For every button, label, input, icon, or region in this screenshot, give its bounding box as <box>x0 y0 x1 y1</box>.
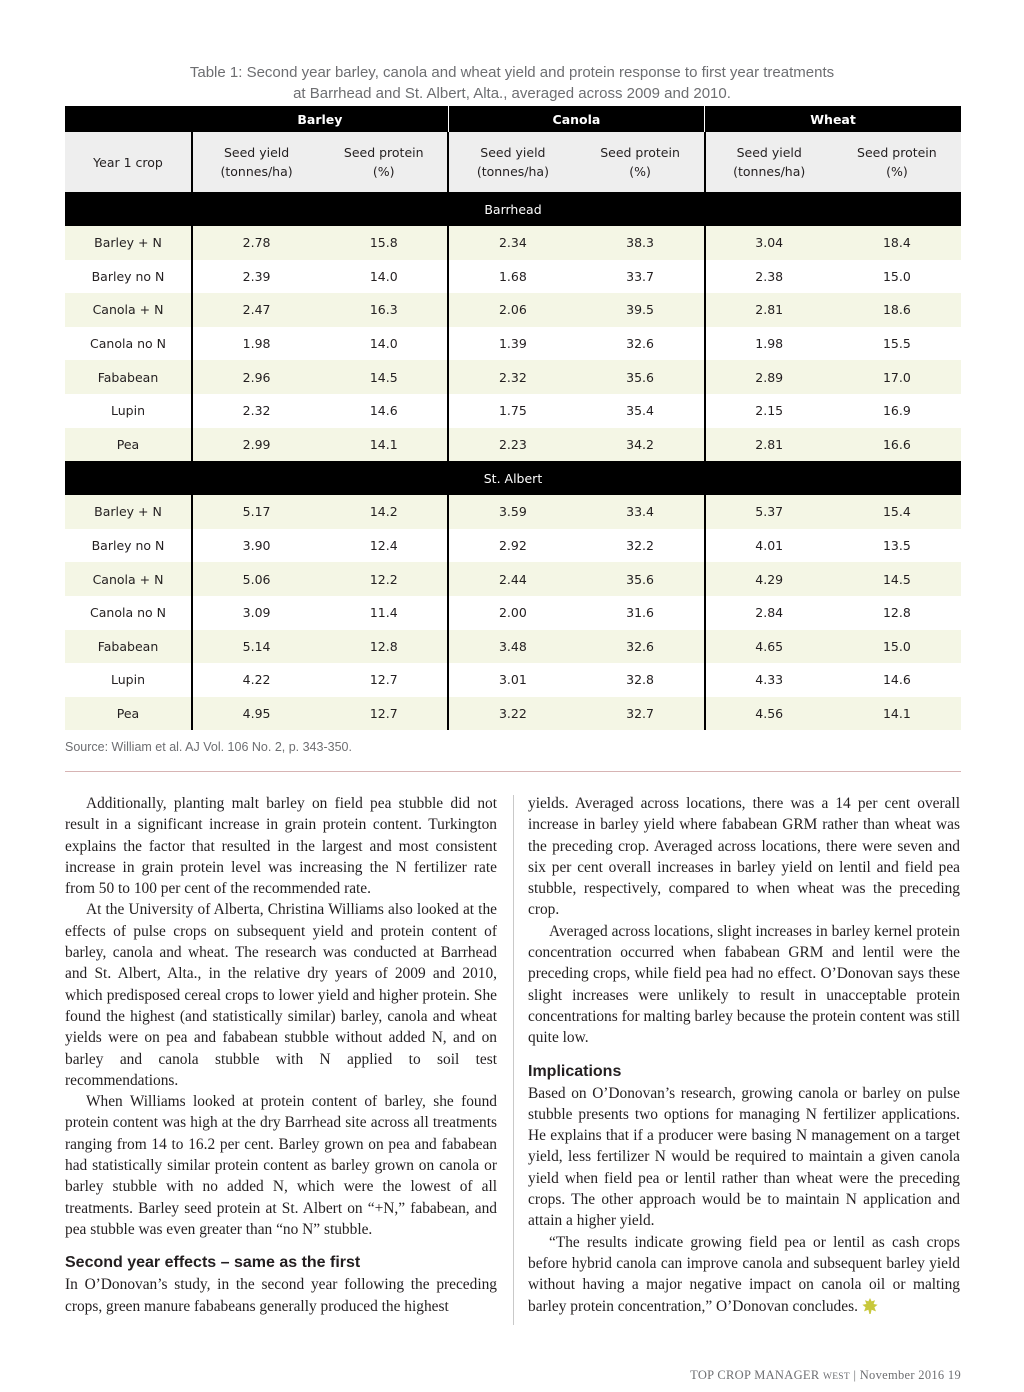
group-header-wheat: Wheat <box>705 106 961 132</box>
paragraph-text: Second year effects – same as the first <box>65 1254 361 1272</box>
value-cell: 3.04 <box>705 226 833 260</box>
table-source: Source: William et al. AJ Vol. 106 No. 2, p. 343-350. <box>65 740 352 754</box>
year1-crop-cell: Canola no N <box>65 596 192 630</box>
value-cell: 2.44 <box>448 562 576 596</box>
table-body <box>65 192 961 730</box>
value-cell: 2.99 <box>192 428 320 462</box>
value-cell: 3.59 <box>448 495 576 529</box>
subheader-row <box>65 132 961 192</box>
value-cell: 2.00 <box>448 596 576 630</box>
paragraph-text: Based on O’Donovan’s research, growing canola or barley on pulse stubble presents two options for managing N fertilizer applications. He explains that if a producer were basing N management on a target yield, less fertilizer N would be required to maintain a given canola yield when field pea or lentil rather than wheat were the preceding crops. The other approach would be to maintain N application and attain a higher yield. <box>528 1084 960 1230</box>
value-cell: 2.47 <box>192 293 320 327</box>
row-header-label: Year 1 crop <box>65 132 192 192</box>
paragraph-text: At the University of Alberta, Christina Williams also looked at the effects of pulse crops on subsequent yield and protein content of barley, canola and wheat. The research was conducted at Barrhead and St. Albert, Alta., in the relative dry years of 2009 and 2010, which predisposed cereal crops to lower yield and higher protein. She found the highest (and statistically similar) barley, canola and wheat yields were on pea and fababean stubble without added N, and on barley and canola stubble with N applied to soil test recommendations. <box>65 901 497 1089</box>
subheader-cell <box>448 132 576 192</box>
subheader-line-2: (%) <box>629 164 651 179</box>
value-cell: 33.4 <box>576 495 704 529</box>
value-cell: 34.2 <box>576 428 704 462</box>
table-row <box>65 596 961 630</box>
value-cell: 16.6 <box>833 428 961 462</box>
value-cell: 12.7 <box>320 697 448 731</box>
group-header-row <box>65 106 961 132</box>
article-column-left <box>65 793 497 1317</box>
year1-crop-cell: Pea <box>65 428 192 462</box>
subheader-line-1: Seed protein <box>857 145 937 160</box>
site-name: St. Albert <box>65 461 961 495</box>
year1-crop-cell: Barley no N <box>65 260 192 294</box>
table-row <box>65 226 961 260</box>
value-cell: 2.15 <box>705 394 833 428</box>
value-cell: 3.90 <box>192 529 320 563</box>
value-cell: 18.6 <box>833 293 961 327</box>
value-cell: 1.98 <box>705 327 833 361</box>
value-cell: 2.34 <box>448 226 576 260</box>
group-header-blank <box>65 106 192 132</box>
page-footer <box>690 1368 961 1383</box>
paragraph-text: yields. Averaged across locations, there was a 14 per cent overall increase in barley yield where fababean GRM rather than wheat was the preceding crop. Averaged across locations, there were seven and six per cent overall increases in barley yield on lentil and field pea stubble, respectively, compared to when wheat was the preceding crop. <box>528 795 960 919</box>
value-cell: 17.0 <box>833 360 961 394</box>
table-row <box>65 327 961 361</box>
subheader-line-1: Seed yield <box>480 145 546 160</box>
value-cell: 4.29 <box>705 562 833 596</box>
section-divider <box>65 771 961 772</box>
value-cell: 39.5 <box>576 293 704 327</box>
value-cell: 38.3 <box>576 226 704 260</box>
value-cell: 4.22 <box>192 663 320 697</box>
value-cell: 2.96 <box>192 360 320 394</box>
article-paragraph <box>65 1091 497 1240</box>
table-row <box>65 428 961 462</box>
value-cell: 12.8 <box>882 605 911 621</box>
article-paragraph <box>528 793 960 921</box>
article-paragraph <box>65 793 497 899</box>
table-row <box>65 697 961 731</box>
value-cell: 2.23 <box>448 428 576 462</box>
year1-crop-cell: Fababean <box>65 360 192 394</box>
year1-crop-cell: Lupin <box>65 663 192 697</box>
year1-crop-cell: Barley no N <box>65 529 192 563</box>
article-paragraph <box>528 921 960 1049</box>
value-cell: 4.01 <box>705 529 833 563</box>
subheader-line-2: (tonnes/ha) <box>476 164 549 179</box>
subheader-line-2: (%) <box>886 164 908 179</box>
value-cell: 33.7 <box>626 268 654 284</box>
value-cell: 4.56 <box>705 697 833 731</box>
group-header-barley: Barley <box>192 106 448 132</box>
year1-crop-cell: Canola no N <box>65 327 192 361</box>
value-cell: 12.7 <box>369 672 398 688</box>
value-cell: 14.6 <box>882 672 911 688</box>
value-cell: 15.8 <box>320 226 448 260</box>
value-cell: 15.5 <box>882 336 911 352</box>
value-cell: 4.95 <box>192 697 320 731</box>
section-heading <box>528 1061 960 1083</box>
value-cell: 14.1 <box>320 428 448 462</box>
paragraph-text: Implications <box>528 1062 622 1080</box>
year1-crop-cell: Fababean <box>65 630 192 664</box>
paragraph-text: Averaged across locations, slight increases in barley kernel protein concentration occurred when fababean GRM and lentil were the preceding crops, while field pea had no effect. O’Donovan says these slight increases were unlikely to result in unacceptable protein concentrations for malting barley because the protein content was still quite low. <box>528 922 960 1047</box>
year1-crop-cell: Barley + N <box>65 495 192 529</box>
value-cell: 11.4 <box>369 605 398 621</box>
year1-crop-cell: Barley + N <box>65 226 192 260</box>
subheader-cell <box>320 132 448 192</box>
value-cell: 5.37 <box>705 495 833 529</box>
year1-crop-cell: Lupin <box>65 394 192 428</box>
table-row <box>65 260 961 294</box>
value-cell: 1.39 <box>448 327 576 361</box>
value-cell: 15.4 <box>833 495 961 529</box>
value-cell: 32.6 <box>576 630 704 664</box>
value-cell: 14.5 <box>833 562 961 596</box>
paragraph-text: “The results indicate growing field pea or lentil as cash crops before hybrid canola can improve canola and subsequent barley yield without having a major negative impact on canola oil or malting barley protein concentration,” O’Donovan concludes. <box>528 1233 960 1315</box>
value-cell: 1.98 <box>192 327 320 361</box>
table-row <box>65 360 961 394</box>
value-cell: 32.7 <box>576 697 704 731</box>
value-cell: 35.4 <box>626 403 654 419</box>
value-cell: 32.8 <box>626 672 654 688</box>
value-cell: 35.6 <box>576 360 704 394</box>
value-cell: 14.6 <box>369 403 398 419</box>
value-cell: 4.65 <box>705 630 833 664</box>
value-cell: 5.06 <box>192 562 320 596</box>
article-paragraph <box>65 899 497 1091</box>
paragraph-text: In O’Donovan’s study, in the second year following the preceding crops, green manure fababeans generally produced the highest <box>65 1276 497 1315</box>
value-cell: 1.75 <box>448 394 576 428</box>
value-cell: 3.22 <box>448 697 576 731</box>
subheader-line-2: (%) <box>372 164 395 179</box>
value-cell: 14.2 <box>320 495 448 529</box>
year1-crop-cell: Pea <box>65 697 192 731</box>
value-cell: 13.5 <box>882 538 911 554</box>
column-divider <box>513 795 514 1325</box>
value-cell: 14.1 <box>833 697 961 731</box>
value-cell: 2.78 <box>192 226 320 260</box>
value-cell: 3.09 <box>192 596 320 630</box>
year1-crop-cell: Canola + N <box>65 562 192 596</box>
value-cell: 2.84 <box>705 596 833 630</box>
value-cell: 15.0 <box>882 268 911 284</box>
value-cell: 3.01 <box>448 663 576 697</box>
value-cell: 16.9 <box>882 403 911 419</box>
value-cell: 15.0 <box>833 630 961 664</box>
site-header-row <box>65 461 961 495</box>
subheader-line-1: Seed yield <box>223 145 290 160</box>
subheader-cell <box>833 132 961 192</box>
year1-crop-cell: Canola + N <box>65 293 192 327</box>
value-cell: 5.14 <box>192 630 320 664</box>
subheader-line-1: Seed protein <box>343 145 424 160</box>
article-paragraph <box>528 1083 960 1232</box>
value-cell: 35.6 <box>576 562 704 596</box>
value-cell: 3.48 <box>448 630 576 664</box>
paragraph-text: Additionally, planting malt barley on field pea stubble did not result in a significant increase in grain protein content. Turkington explains the factor that resulted in the largest and most consistent increase in grain protein level was increasing the N fertilizer rate from 50 to 100 per cent of the recommended rate. <box>65 795 497 898</box>
value-cell: 2.81 <box>705 293 833 327</box>
paragraph-text: When Williams looked at protein content of barley, she found protein content was high at the dry Barrhead site across all treatments ranging from 14 to 16.2 per cent. Barley grown on pea and fababean had statistically similar protein content as barley grown on canola or barley stubble with no added N, which were the lowest of all treatments. Barley seed protein at St. Albert on “+N,” fababean, and pea stubble was even greater than “no N” stubble. <box>65 1093 497 1238</box>
caption-line-1: Table 1: Second year barley, canola and wheat yield and protein response to first year treatments <box>189 64 835 81</box>
value-cell: 2.32 <box>192 394 320 428</box>
value-cell: 2.39 <box>192 260 320 294</box>
value-cell: 14.5 <box>320 360 448 394</box>
leaf-icon <box>862 1298 878 1314</box>
value-cell: 12.2 <box>320 562 448 596</box>
group-header-canola: Canola <box>448 106 704 132</box>
value-cell: 14.0 <box>369 268 398 284</box>
subheader-line-2: (tonnes/ha) <box>220 164 293 179</box>
value-cell: 2.89 <box>705 360 833 394</box>
table-caption <box>0 62 1024 104</box>
table-row <box>65 293 961 327</box>
article-paragraph <box>65 1274 497 1317</box>
subheader-cell <box>705 132 833 192</box>
table-row <box>65 394 961 428</box>
value-cell: 2.92 <box>448 529 576 563</box>
subheader-line-2: (tonnes/ha) <box>733 164 806 179</box>
site-name: Barrhead <box>65 192 961 226</box>
value-cell: 12.8 <box>320 630 448 664</box>
value-cell: 31.6 <box>626 605 654 621</box>
value-cell: 4.33 <box>705 663 833 697</box>
value-cell: 14.0 <box>369 336 398 352</box>
subheader-cell <box>192 132 320 192</box>
value-cell: 32.6 <box>626 336 654 352</box>
subheader-line-1: Seed protein <box>600 145 680 160</box>
table-row <box>65 663 961 697</box>
footer-edition: WEST <box>822 1372 850 1382</box>
value-cell: 2.06 <box>448 293 576 327</box>
table-row <box>65 630 961 664</box>
value-cell: 12.4 <box>369 538 398 554</box>
site-header-row <box>65 192 961 226</box>
table-row <box>65 562 961 596</box>
value-cell: 2.81 <box>705 428 833 462</box>
value-cell: 5.17 <box>192 495 320 529</box>
value-cell: 32.2 <box>626 538 654 554</box>
value-cell: 2.32 <box>448 360 576 394</box>
caption-line-2: at Barrhead and St. Albert, Alta., averaged across 2009 and 2010. <box>293 85 731 102</box>
table-row <box>65 529 961 563</box>
table-row <box>65 495 961 529</box>
article-column-right <box>528 793 960 1317</box>
footer-magazine: TOP CROP MANAGER <box>690 1368 820 1382</box>
footer-separator: | <box>853 1368 857 1382</box>
value-cell: 18.4 <box>833 226 961 260</box>
yield-protein-table <box>65 106 961 730</box>
article-paragraph <box>528 1232 960 1317</box>
subheader-line-1: Seed yield <box>736 145 802 160</box>
subheader-cell <box>576 132 704 192</box>
section-heading <box>65 1252 497 1274</box>
footer-issue: November 2016 19 <box>859 1368 961 1382</box>
value-cell: 16.3 <box>320 293 448 327</box>
value-cell: 1.68 <box>448 260 576 294</box>
value-cell: 2.38 <box>705 260 833 294</box>
